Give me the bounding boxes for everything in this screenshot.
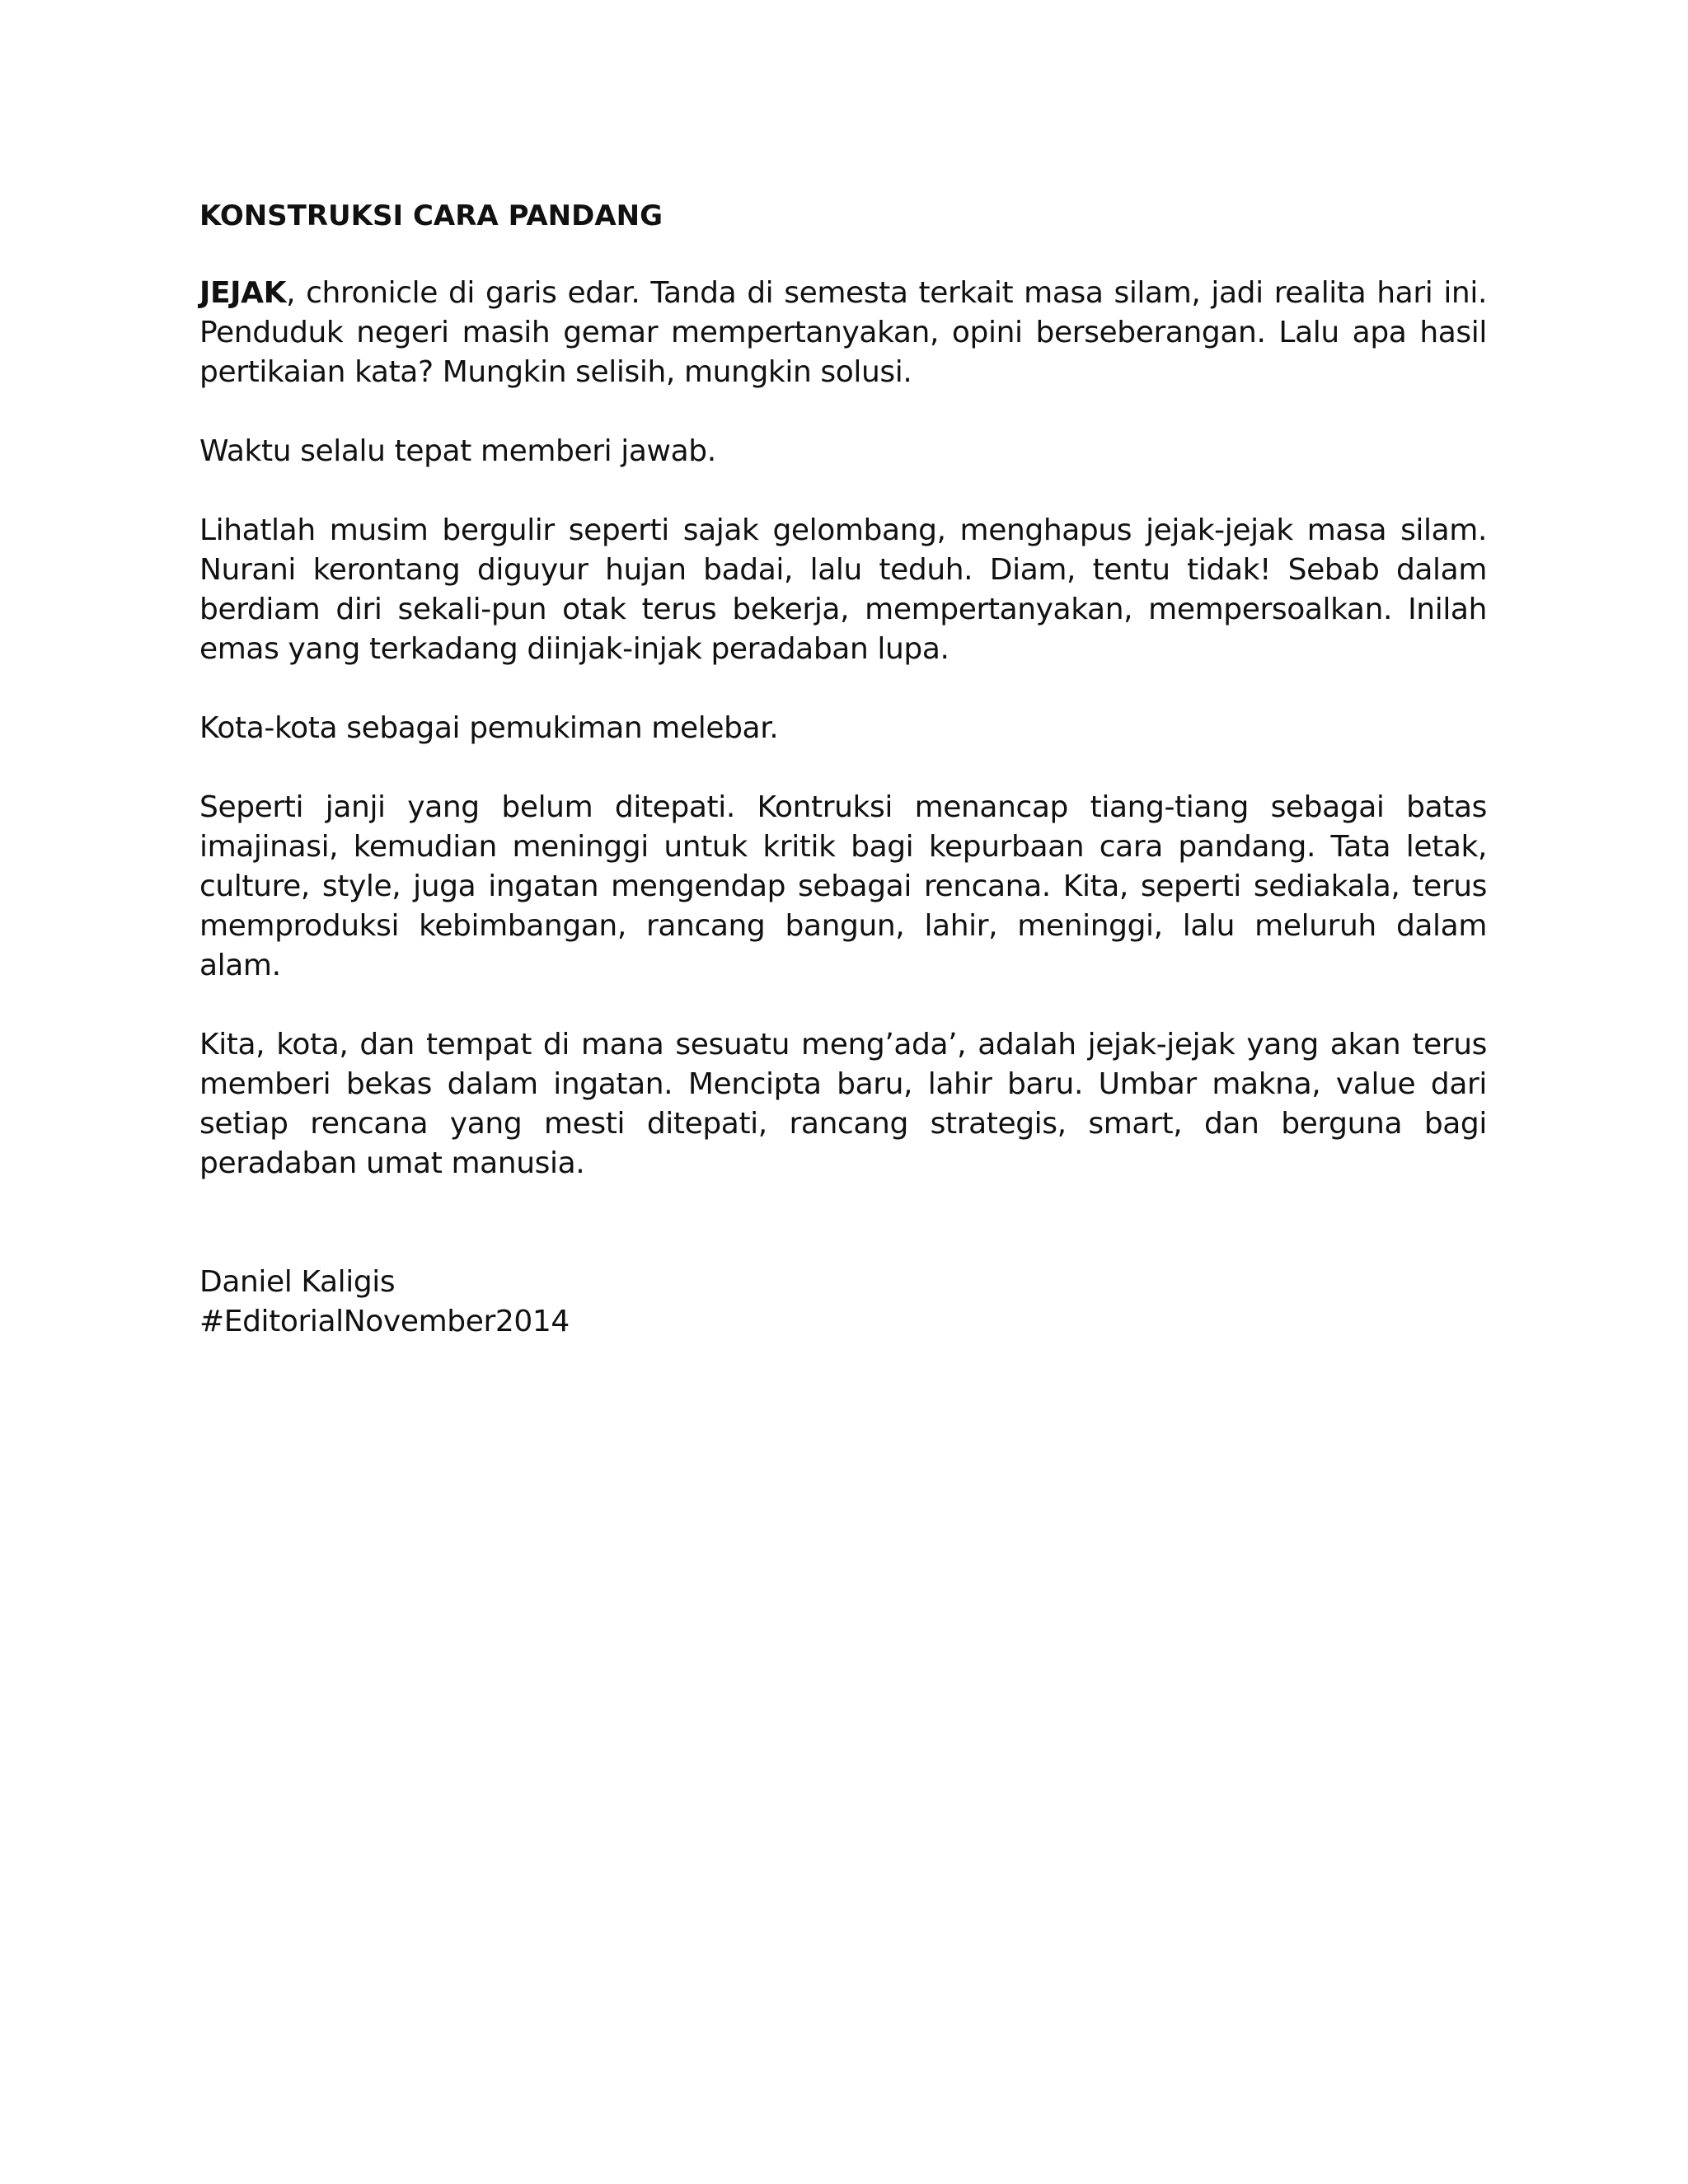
signature-block	[199, 1263, 1487, 1342]
author-name: Daniel Kaligis	[199, 1265, 396, 1299]
document-title: KONSTRUKSI CARA PANDANG	[199, 199, 663, 232]
paragraph-lead-word: JEJAK	[199, 276, 287, 310]
paragraph-4: Kota-kota sebagai pemukiman melebar.	[199, 711, 779, 745]
paragraph-2: Waktu selalu tepat memberi jawab.	[199, 434, 716, 468]
editorial-hashtag: #EditorialNovember2014	[199, 1305, 570, 1338]
document-page	[199, 196, 1487, 1342]
paragraph-3: Lihatlah musim bergulir seperti sajak gelombang, menghapus jejak-jejak masa silam. Nurani kerontang diguyur hujan badai, lalu teduh. Diam, tentu tidak! Sebab dalam berdiam diri sekali-pun otak terus bekerja, mempertanyakan, mempersoalkan. Inilah emas yang terkadang diinjak-injak peradaban lupa.	[199, 513, 1487, 666]
paragraph-1	[199, 274, 1487, 392]
paragraph-5: Seperti janji yang belum ditepati. Kontruksi menancap tiang-tiang sebagai batas imajinasi, kemudian meninggi untuk kritik bagi kepurbaan cara pandang. Tata letak, culture, style, juga ingatan mengendap sebagai rencana. Kita, seperti sediakala, terus memproduksi kebimbangan, rancang bangun, lahir, meninggi, lalu meluruh dalam alam.	[199, 790, 1487, 982]
paragraph-6: Kita, kota, dan tempat di mana sesuatu meng’ada’, adalah jejak-jejak yang akan terus memberi bekas dalam ingatan. Mencipta baru, lahir baru. Umbar makna, value dari setiap rencana yang mesti ditepati, rancang strategis, smart, dan berguna bagi peradaban umat manusia.	[199, 1028, 1487, 1180]
paragraph-1-text: , chronicle di garis edar. Tanda di semesta terkait masa silam, jadi realita hari ini. Penduduk negeri masih gemar mempertanyakan, opini berseberangan. Lalu apa hasil pertikaian kata? Mungkin selisih, mungkin solusi.	[199, 276, 1487, 389]
